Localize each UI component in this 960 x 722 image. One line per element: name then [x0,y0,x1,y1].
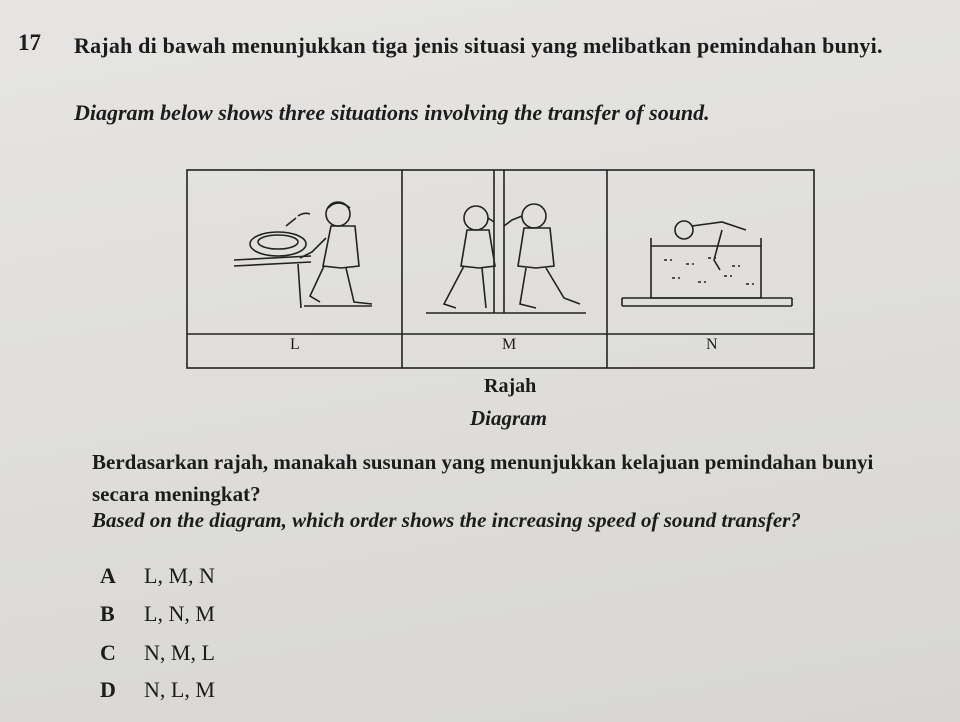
option-text: L, M, N [144,563,215,588]
question-text-malay: Rajah di bawah menunjukkan tiga jenis situasi yang melibatkan pemindahan bunyi. [74,33,883,58]
panel-label-n: N [706,336,718,353]
diagram-caption-english: Diagram [470,406,548,430]
option-text: L, N, M [144,601,215,626]
question-number: 17 [18,30,41,55]
option-d[interactable] [100,677,215,703]
panel-label-m: M [502,336,517,353]
option-text: N, M, L [144,640,215,665]
option-text: N, L, M [144,677,215,702]
option-a[interactable] [100,563,215,589]
diagram-caption-malay: Rajah [484,375,537,397]
diagram-drawing [186,168,816,370]
option-b[interactable] [100,601,215,627]
panel-label-l: L [290,336,300,353]
option-letter: D [100,677,116,702]
question-text-english: Diagram below shows three situations involving the transfer of sound. [74,100,710,125]
option-letter: B [100,601,115,626]
option-letter: C [100,640,116,665]
prompt-text-english: Based on the diagram, which order shows the increasing speed of sound transfer? [92,508,801,532]
panel-n-illustration [622,221,792,306]
option-letter: A [100,563,116,588]
panel-m-illustration [426,170,586,313]
panel-l-illustration [234,202,372,308]
sound-transfer-diagram [186,168,816,370]
option-c[interactable] [100,640,215,666]
prompt-text-malay: Berdasarkan rajah, manakah susunan yang menunjukkan kelajuan pemindahan bunyi secara meningkat? [92,450,874,506]
